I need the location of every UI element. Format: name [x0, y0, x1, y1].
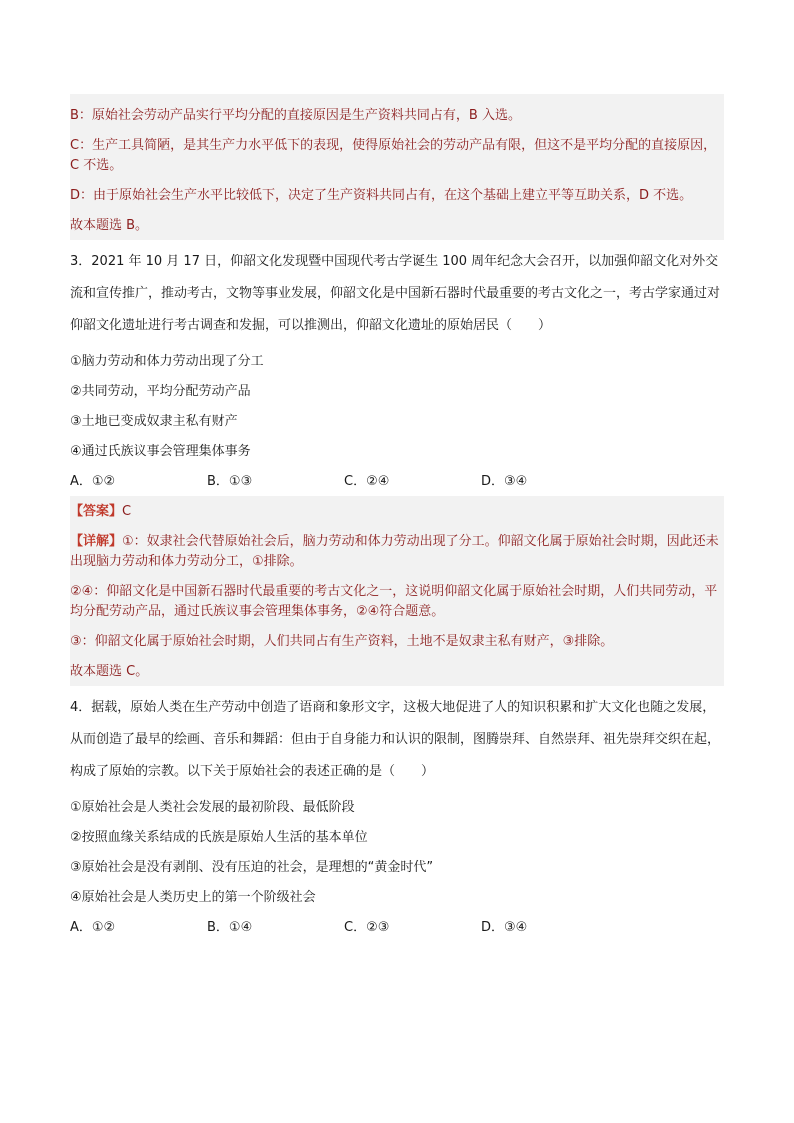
detail-tag: 【详解】	[70, 534, 123, 549]
option-b: B．①③	[207, 474, 253, 489]
options-row	[70, 466, 724, 496]
statement-item: ①原始社会是人类社会发展的最初阶段、最低阶段	[70, 800, 355, 815]
question-stem: 3．2021 年 10 月 17 日，仰韶文化发现暨中国现代考古学诞生 100 周年纪念大会召开，以加强仰韶文化对外交流和宣传推广，推动考古，文物等事业发展，仰韶文化是中国新石器时代最重要的考古文化之一，考古学家通过对仰韶文化遗址进行考古调查和发掘，可以推测出，仰韶文化遗址的原始居民（ ）	[70, 254, 721, 333]
option-c: C．②③	[344, 920, 390, 935]
answer-line	[70, 496, 724, 526]
option-a: A．①②	[70, 920, 116, 935]
option-d: D．③④	[481, 920, 528, 935]
q2-explanation-block	[70, 94, 724, 240]
options-row	[70, 912, 724, 942]
option-d: D．③④	[481, 474, 528, 489]
document-page	[70, 94, 724, 942]
statement-item: ④通过氏族议事会管理集体事务	[70, 444, 251, 459]
explanation-line: 故本题选 B。	[70, 218, 149, 233]
detail-line: ②④：仰韶文化是中国新石器时代最重要的考古文化之一，这说明仰韶文化属于原始社会时期，人们共同劳动，平均分配劳动产品，通过氏族议事会管理集体事务，②④符合题意。	[70, 584, 718, 619]
statement-item: ③土地已变成奴隶主私有财产	[70, 414, 238, 429]
question-4	[70, 686, 724, 942]
question-stem: 4．据载，原始人类在生产劳动中创造了语商和象形文字，这极大地促进了人的知识积累和扩大文化也随之发展，从而创造了最早的绘画、音乐和舞蹈：但由于自身能力和认识的限制，图腾崇拜、自然崇拜、祖先崇拜交织在起，构成了原始的宗教。以下关于原始社会的表述正确的是（ ）	[70, 700, 721, 779]
explanation-line: D：由于原始社会生产水平比较低下，决定了生产资料共同占有，在这个基础上建立平等互助关系，D 不选。	[70, 188, 693, 203]
statement-item: ①脑力劳动和体力劳动出现了分工	[70, 354, 264, 369]
explanation-line: C：生产工具简陋，是其生产力水平低下的表现，使得原始社会的劳动产品有限，但这不是平均分配的直接原因，C 不选。	[70, 138, 717, 173]
option-b: B．①④	[207, 920, 253, 935]
detail-line	[70, 526, 724, 576]
statement-item: ④原始社会是人类历史上的第一个阶级社会	[70, 890, 316, 905]
q3-answer-block	[70, 496, 724, 686]
statement-item: ②按照血缘关系结成的氏族是原始人生活的基本单位	[70, 830, 368, 845]
detail-line: ③：仰韶文化属于原始社会时期，人们共同占有生产资料，土地不是奴隶主私有财产，③排除。	[70, 634, 614, 649]
detail-text: ①：奴隶社会代替原始社会后，脑力劳动和体力劳动出现了分工。仰韶文化属于原始社会时期，因此还未出现脑力劳动和体力劳动分工，①排除。	[70, 534, 719, 569]
option-a: A．①②	[70, 474, 116, 489]
question-3	[70, 240, 724, 686]
answer-value: C	[122, 504, 132, 519]
option-c: C．②④	[344, 474, 390, 489]
statement-item: ③原始社会是没有剥削、没有压迫的社会，是理想的“黄金时代”	[70, 860, 434, 875]
answer-tag: 【答案】	[70, 504, 123, 519]
explanation-line: B：原始社会劳动产品实行平均分配的直接原因是生产资料共同占有，B 入选。	[70, 108, 521, 123]
detail-line: 故本题选 C。	[70, 664, 149, 679]
statement-item: ②共同劳动，平均分配劳动产品	[70, 384, 251, 399]
